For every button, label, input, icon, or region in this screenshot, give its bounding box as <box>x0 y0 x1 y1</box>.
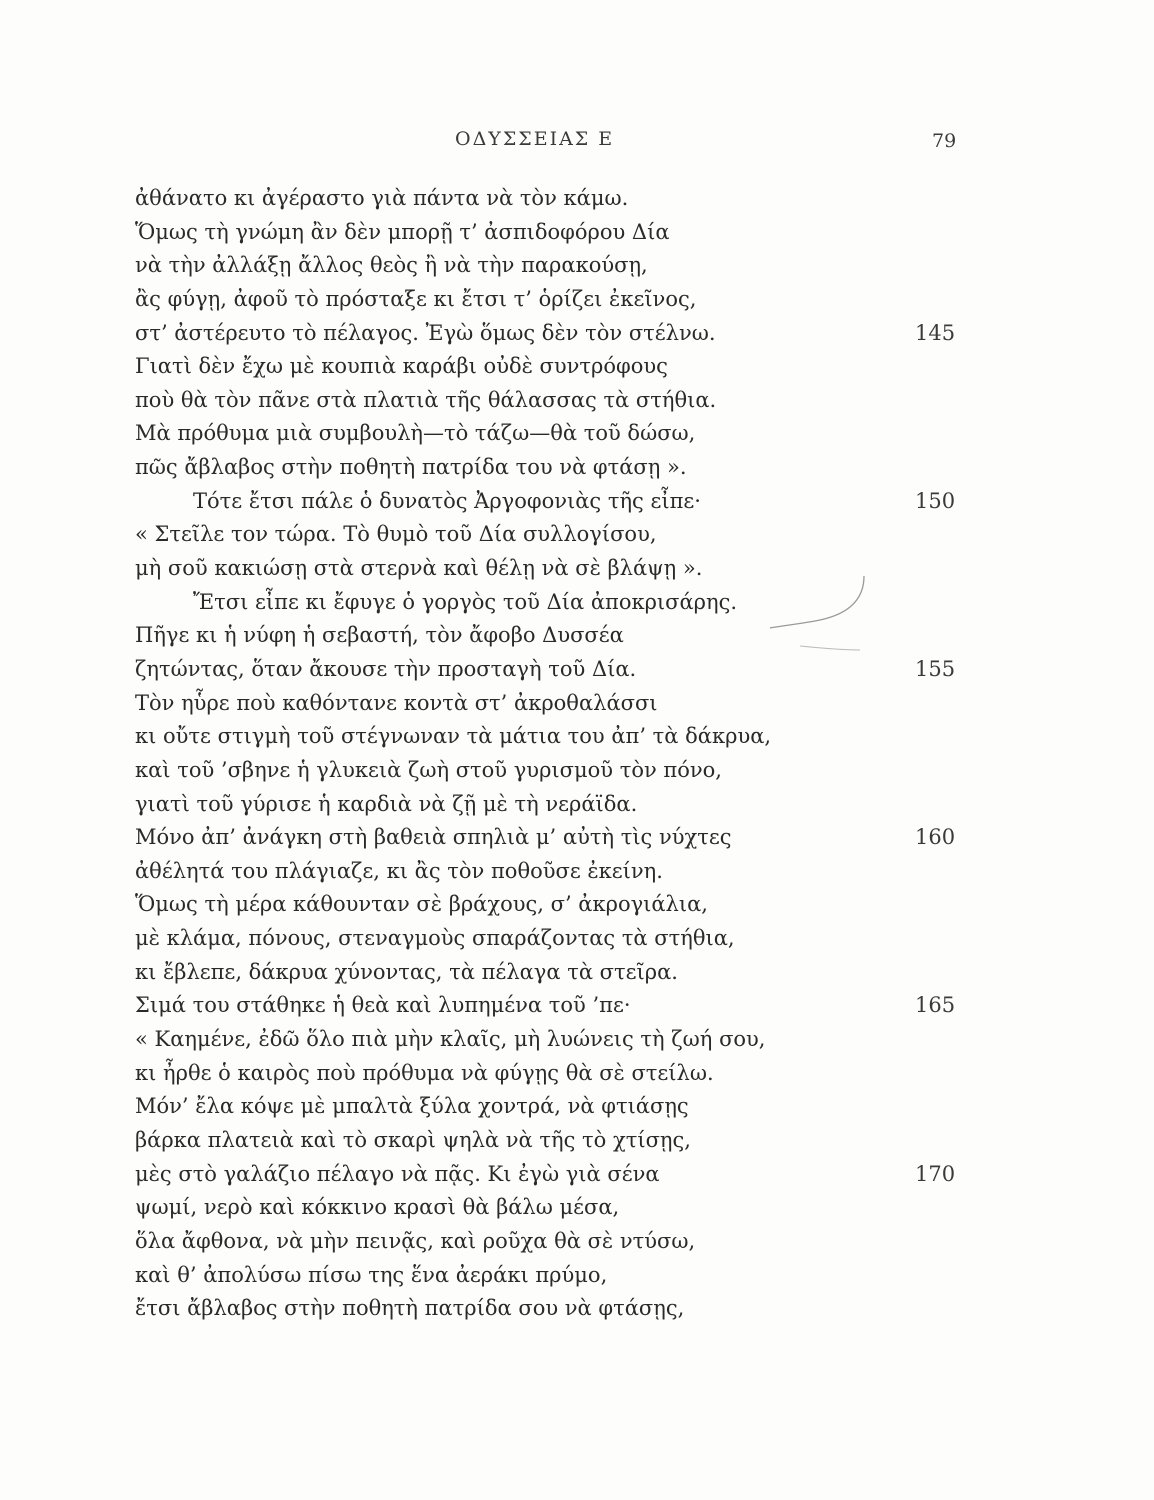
verse-line <box>135 687 965 721</box>
verse-text: κι οὔτε στιγμὴ τοῦ στέγνωναν τὰ μάτια του ἀπ’ τὰ δάκρυα, <box>135 724 772 749</box>
verse-text: Ὅμως τὴ μέρα κάθουνταν σὲ βράχους, σ’ ἀκρογιάλια, <box>135 892 708 917</box>
verse-text: Μὰ πρόθυμα μιὰ συμβουλὴ—τὸ τάζω—θὰ τοῦ δώσω, <box>135 421 696 446</box>
verse-line <box>135 1023 965 1057</box>
verse-line <box>135 720 965 754</box>
verse-text: ἂς φύγῃ, ἀφοῦ τὸ πρόσταξε κι ἔτσι τ’ ὁρίζει ἐκεῖνος, <box>135 286 697 311</box>
line-number: 165 <box>915 993 956 1018</box>
verse-text: ἀθέλητά του πλάγιαζε, κι ἂς τὸν ποθοῦσε ἐκείνη. <box>135 858 663 883</box>
verse-text: μὲ κλάμα, πόνους, στεναγμοὺς σπαράζοντας τὰ στήθια, <box>135 926 735 951</box>
verse-line <box>135 1057 965 1091</box>
verse-text: Ὅμως τὴ γνώμη ἂν δὲν μπορῇ τ’ ἀσπιδοφόρου Δία <box>135 219 670 244</box>
verse-text: ὅλα ἄφθονα, νὰ μὴν πεινᾷς, καὶ ροῦχα θὰ σὲ ντύσω, <box>135 1228 696 1253</box>
line-number: 170 <box>915 1161 956 1186</box>
verse-text: Ἔτσι εἶπε κι ἔφυγε ὁ γοργὸς τοῦ Δία ἀποκρισάρης. <box>193 589 738 614</box>
verse-line <box>135 350 965 384</box>
verse-text: Πῆγε κι ἡ νύφη ἡ σεβαστή, τὸν ἄφοβο Δυσσέα <box>135 623 624 648</box>
verse-line <box>135 518 965 552</box>
verse-line <box>135 1259 965 1293</box>
verse-line <box>135 754 965 788</box>
verse-text: ἔτσι ἄβλαβος στὴν ποθητὴ πατρίδα σου νὰ φτάσῃς, <box>135 1296 685 1321</box>
running-header <box>0 128 1154 158</box>
verse-text: « Στεῖλε τον τώρα. Τὸ θυμὸ τοῦ Δία συλλογίσου, <box>135 522 657 547</box>
verse-line <box>135 1225 965 1259</box>
verse-line <box>135 283 965 317</box>
verse-text: κι ἔβλεπε, δάκρυα χύνοντας, τὰ πέλαγα τὰ στεῖρα. <box>135 959 678 984</box>
verse-line <box>135 249 965 283</box>
verse-line <box>135 1090 965 1124</box>
verse-line <box>135 788 965 822</box>
verse-text: Σιμά του στάθηκε ἡ θεὰ καὶ λυπημένα τοῦ ’πε· <box>135 993 631 1018</box>
verse-text: « Καημένε, ἐδῶ ὅλο πιὰ μὴν κλαῖς, μὴ λυώνεις τὴ ζωή σου, <box>135 1027 766 1052</box>
verse-text: Γιατὶ δὲν ἔχω μὲ κουπιὰ καράβι οὐδὲ συντρόφους <box>135 354 668 379</box>
verse-line <box>135 182 965 216</box>
verse-line <box>135 384 965 418</box>
verse-text: καὶ τοῦ ’σβηνε ἡ γλυκειὰ ζωὴ στοῦ γυρισμοῦ τὸν πόνο, <box>135 757 722 782</box>
verse-line <box>135 451 965 485</box>
verse-text: ποὺ θὰ τὸν πᾶνε στὰ πλατιὰ τῆς θάλασσας τὰ στήθια. <box>135 387 717 412</box>
line-number: 150 <box>915 488 956 513</box>
verse-line <box>135 485 965 519</box>
verse-line <box>135 619 965 653</box>
verse-line <box>135 1191 965 1225</box>
verse-text: πῶς ἄβλαβος στὴν ποθητὴ πατρίδα του νὰ φτάσῃ ». <box>135 455 687 480</box>
verse-text: ἀθάνατο κι ἀγέραστο γιὰ πάντα νὰ τὸν κάμω. <box>135 186 629 210</box>
verse-text: καὶ θ’ ἀπολύσω πίσω της ἕνα ἀεράκι πρύμο, <box>135 1262 608 1287</box>
line-number: 155 <box>915 656 956 681</box>
verse-line <box>135 317 965 351</box>
verse-line <box>135 1292 965 1326</box>
verse-text: Μόνο ἀπ’ ἀνάγκη στὴ βαθειὰ σπηλιὰ μ’ αὐτὴ τὶς νύχτες <box>135 825 732 850</box>
verse-line <box>135 855 965 889</box>
verse-line <box>135 653 965 687</box>
verse-line <box>135 552 965 586</box>
verse-text: νὰ τὴν ἀλλάξῃ ἄλλος θεὸς ἢ νὰ τὴν παρακούσῃ, <box>135 253 648 278</box>
verse-text: στ’ ἀστέρευτο τὸ πέλαγος. Ἐγὼ ὅμως δὲν τὸν στέλνω. <box>135 320 716 345</box>
verse-text: ζητώντας, ὅταν ἄκουσε τὴν προσταγὴ τοῦ Δία. <box>135 656 637 681</box>
verse-line <box>135 1124 965 1158</box>
page-number: 79 <box>932 130 957 152</box>
verse-block <box>135 182 965 1326</box>
verse-line <box>135 417 965 451</box>
verse-line <box>135 586 965 620</box>
verse-line <box>135 922 965 956</box>
verse-line <box>135 989 965 1023</box>
verse-line <box>135 216 965 250</box>
verse-text: κι ἦρθε ὁ καιρὸς ποὺ πρόθυμα νὰ φύγῃς θὰ σὲ στείλω. <box>135 1060 714 1085</box>
verse-line <box>135 1158 965 1192</box>
verse-line <box>135 821 965 855</box>
verse-text: μὲς στὸ γαλάζιο πέλαγο νὰ πᾷς. Κι ἐγὼ γιὰ σένα <box>135 1161 660 1186</box>
running-title: ΟΔΥΣΣΕΙΑΣ Ε <box>455 128 615 150</box>
line-number: 145 <box>915 320 956 345</box>
verse-text: Μόν’ ἔλα κόψε μὲ μπαλτὰ ξύλα χοντρά, νὰ φτιάσῃς <box>135 1094 689 1119</box>
line-number: 160 <box>915 825 956 850</box>
verse-text: Τότε ἔτσι πάλε ὁ δυνατὸς Ἀργοφονιὰς τῆς εἶπε· <box>193 488 701 513</box>
verse-text: ψωμί, νερὸ καὶ κόκκινο κρασὶ θὰ βάλω μέσα, <box>135 1195 620 1220</box>
verse-line <box>135 956 965 990</box>
verse-text: μὴ σοῦ κακιώσῃ στὰ στερνὰ καὶ θέλῃ νὰ σὲ βλάψῃ ». <box>135 556 703 581</box>
verse-text: βάρκα πλατειὰ καὶ τὸ σκαρὶ ψηλὰ νὰ τῆς τὸ χτίσῃς, <box>135 1127 691 1152</box>
verse-text: Τὸν ηὗρε ποὺ καθόντανε κοντὰ στ’ ἀκροθαλάσσι <box>135 690 658 715</box>
verse-text: γιατὶ τοῦ γύρισε ἡ καρδιὰ νὰ ζῇ μὲ τὴ νεράϊδα. <box>135 791 638 816</box>
verse-line <box>135 888 965 922</box>
